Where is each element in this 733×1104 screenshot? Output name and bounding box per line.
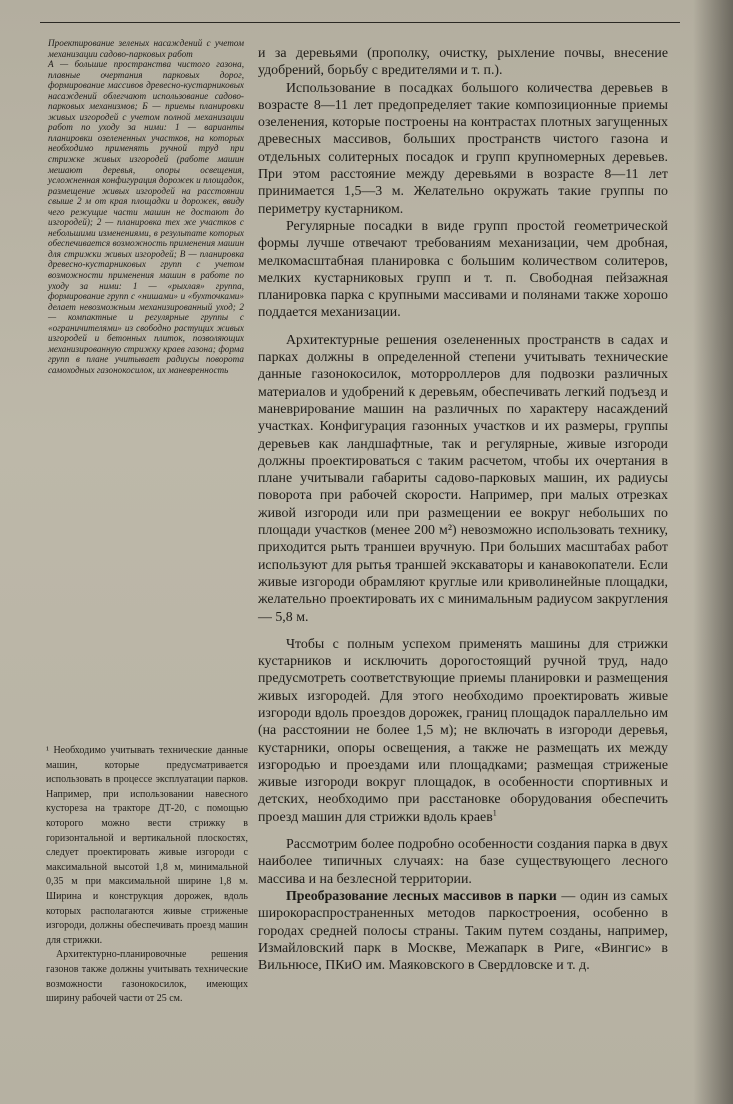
paragraph-6: Рассмотрим более подробно особенности создания парка в двух наиболее типичных случаях: на базе существующего лесного массива и на безлесной территории. xyxy=(258,837,668,887)
paragraph-2: Использование в посадках большого количества деревьев в возрасте 8—11 лет предопределяет такие композиционные приемы озеленения, которые построены на контрастах плотных загущенных древесных массивов, больших пространств чистого газона и отдельных солитерных посадок и групп крупномерных деревьев. При этом расстояние между деревьями в возрасте 8—11 лет принимается 1,5—3 м. Желательно окружать такие группы по периметру кустарником. xyxy=(258,80,668,217)
paragraph-5 xyxy=(258,636,668,826)
figure-caption xyxy=(48,38,244,376)
paragraph-5-text: Чтобы с полным успехом применять машины для стрижки кустарников и исключить дорогостоящий ручной труд, надо предусмотреть соответствующие приемы планировки и размещения живых изгородей. Для этого необходимо проектировать живые изгороди вдоль проездов дорожек, границ площадок параллельно им (на расстоянии не более 1,5 м); не включать в изгороди деревья, кустарники, опоры освещения, а также не размещать их между изгородью и проездами или площадками; размещая стриженые живые изгороди вокруг площадок, в особенности спортивных и детских, необходимо при расстановке оборудования обеспечить проезд машин для стрижки вдоль краев xyxy=(258,636,668,825)
paragraph-3: Регулярные посадки в виде групп простой геометрической формы лучше отвечают требованиям механизации, чем дробная, мелкомасштабная планировка с большим количеством солитеров, мелких кустарниковых групп и т. п. Свободная пейзажная планировка парка с крупными массивами и полянами также хорошо поддается механизации. xyxy=(258,218,668,321)
footnote xyxy=(46,744,248,1007)
paragraph-1: и за деревьями (прополку, очистку, рыхление почвы, внесение удобрений, борьбу с вредителями и т. п.). xyxy=(258,46,668,79)
top-rule xyxy=(40,22,680,23)
paragraph-7 xyxy=(258,888,668,974)
caption-title: Проектирование зеленых насаждений с учетом механизации садово-парковых работ xyxy=(48,38,244,59)
section-heading: Преобразование лесных массивов в парки xyxy=(286,888,557,904)
paragraph-7-text: — один из самых широкораспространенных методов паркостроения, особенно в городах средней полосы страны. Таким путем созданы, например, Измайловский парк в Москве, Межапарк в Риге, «Вингис» в Вильнюсе, ПКиО им. Маяковского в Свердловске и т. д. xyxy=(258,888,668,974)
caption-text: А — большие пространства чистого газона, плавные очертания парковых дорог, формирование массивов древесно-кустарниковых насаждений облегчают использование садово-парковых механизмов; Б — приемы планировки живых изгородей с учетом полной механизации работ по уходу за ними: 1 — варианты планировки озелененных участков, на которых необходимо применять ручной труд при стрижке живых изгородей (работе машин мешают деревья, опоры освещения, усложненная конфигурация дорожек и площадок, размещение живых изгородей на расстоянии свыше 2 м от края площадки и дорожек, ввиду чего режущие части машин не достают до изгородей); 2 — планировка тех же участков с небольшими изменениями, в результате которых обеспечивается возможность применения машин для стрижки живых изгородей; В — планировка древесно-кустарниковых групп с учетом возможности применения машин в работе по уходу за ними: 1 — «рыхлая» группа, формирование групп с «нишами» и «бухточками» делает невозможным механизированный уход; 2 — компактные и регулярные группы с «ограничителями» из свободно растущих живых изгородей и бетонных плиток, позволяющих механизированную стрижку краев газона; форма групп в плане учитывает радиусы поворота самоходных газонокосилок, их маневренность xyxy=(48,59,244,375)
footnote-ref: 1 xyxy=(492,808,497,818)
paragraph-4: Архитектурные решения озелененных пространств в садах и парках должны в определенной степени учитывать технические данные газонокосилок, моторроллеров для подвозки различных материалов и удобрений к деревьям, обеспечивать легкий подъезд и маневрирование машин на различных по характеру насаждений участках. Конфигурация газонных участков и их размеры, группы деревьев как ландшафтные, так и регулярные, живые изгороди должны проектироваться с таким расчетом, чтобы их очертания в плане учитывали габариты садово-парковых машин, их радиусы поворота при рабочей скорости. Например, при малых отрезках живой изгороди или при размещении ее вокруг небольших по площади участков (менее 200 м²) невозможно использовать технику, приходится рыть траншеи вручную. При больших масштабах работ используют для рытья траншей экскаваторы и канавокопатели. Если живые изгороди обрамляют круглые или криволинейные площадки, желательно проектировать их с минимальным радиусом закругления — 5,8 м. xyxy=(258,332,668,625)
main-text xyxy=(258,45,668,974)
footnote-paragraph-1: ¹ Необходимо учитывать технические данные машин, которые предусматривается использовать в процессе эксплуатации парков. Например, при использовании навесного кустореза на тракторе ДТ-20, с помощью которого можно вести стрижку в горизонтальной и вертикальной плоскостях, следует проектировать живые изгороди с максимальной высотой 1,8 м, минимальной 0,35 м при максимальной ширине 1,8 м. Ширина и конструкция дорожек, вдоль которых располагаются живые стриженые изгороди, должны обеспечивать проезд машин для стрижки. xyxy=(46,745,248,946)
footnote-paragraph-2: Архитектурно-планировочные решения газонов также должны учитывать технические возможности газонокосилок, имеющих ширину рабочей части от 25 см. xyxy=(46,949,248,1005)
